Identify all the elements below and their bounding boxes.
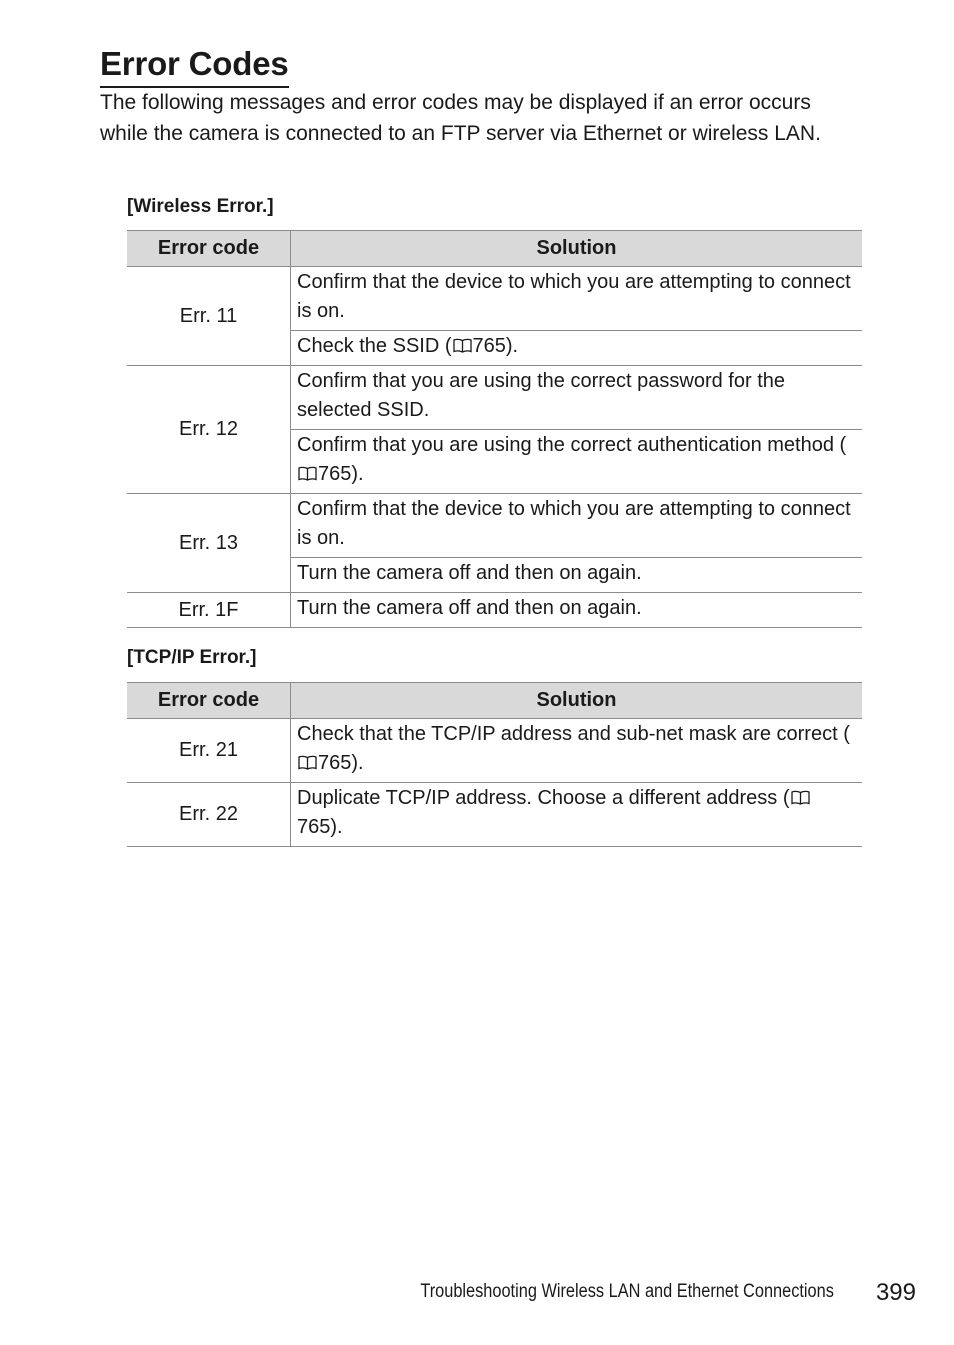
column-header-solution: Solution bbox=[291, 231, 863, 267]
solution-text: Duplicate TCP/IP address. Choose a different address ( bbox=[297, 787, 790, 809]
wireless-error-heading: [Wireless Error.] bbox=[127, 196, 274, 217]
tcpip-error-table bbox=[127, 682, 862, 847]
solution-cell bbox=[291, 719, 863, 783]
table-row bbox=[127, 593, 862, 628]
table-row bbox=[127, 494, 862, 558]
page-reference: 765 bbox=[297, 816, 331, 838]
solution-text: Check that the TCP/IP address and sub-net mask are correct ( bbox=[297, 723, 850, 745]
table-row bbox=[127, 366, 862, 430]
book-reference-icon bbox=[453, 338, 472, 353]
book-reference-icon bbox=[298, 466, 317, 481]
solution-cell: Confirm that the device to which you are attempting to connect is on. bbox=[291, 494, 863, 558]
error-code-cell: Err. 11 bbox=[127, 267, 291, 366]
tcpip-table-body bbox=[127, 719, 862, 847]
wireless-table-body bbox=[127, 267, 862, 628]
book-reference-icon bbox=[298, 755, 317, 770]
tcpip-error-heading: [TCP/IP Error.] bbox=[127, 647, 257, 668]
wireless-error-table bbox=[127, 230, 862, 628]
solution-text: Confirm that you are using the correct authentication method ( bbox=[297, 434, 847, 456]
table-header-row bbox=[127, 231, 862, 267]
book-reference-icon bbox=[791, 790, 810, 805]
page-reference: 765 bbox=[472, 335, 506, 357]
table-row bbox=[127, 719, 862, 783]
error-code-cell: Err. 21 bbox=[127, 719, 291, 783]
error-code-cell: Err. 1F bbox=[127, 593, 291, 628]
solution-text-end: ). bbox=[330, 816, 343, 838]
solution-text-end: ). bbox=[351, 463, 364, 485]
solution-cell: Confirm that you are using the correct password for the selected SSID. bbox=[291, 366, 863, 430]
table-header-row bbox=[127, 683, 862, 719]
solution-cell bbox=[291, 430, 863, 494]
solution-cell: Turn the camera off and then on again. bbox=[291, 593, 863, 628]
solution-text-end: ). bbox=[505, 335, 519, 357]
page-reference: 765 bbox=[318, 463, 352, 485]
column-header-error-code: Error code bbox=[127, 683, 291, 719]
error-code-cell: Err. 22 bbox=[127, 783, 291, 847]
solution-cell: Confirm that the device to which you are attempting to connect is on. bbox=[291, 267, 863, 331]
solution-cell: Turn the camera off and then on again. bbox=[291, 558, 863, 593]
solution-text: Check the SSID ( bbox=[297, 335, 452, 357]
table-row bbox=[127, 267, 862, 331]
footer-section-title: Troubleshooting Wireless LAN and Ethernet Connections bbox=[420, 1281, 834, 1302]
page-number: 399 bbox=[875, 1279, 916, 1306]
page-reference: 765 bbox=[318, 752, 352, 774]
error-code-cell: Err. 13 bbox=[127, 494, 291, 593]
column-header-error-code: Error code bbox=[127, 231, 291, 267]
solution-cell bbox=[291, 783, 863, 847]
solution-text-end: ). bbox=[351, 752, 364, 774]
intro-paragraph: The following messages and error codes may be displayed if an error occurs while the camera is connected to an FTP server via Ethernet or wireless LAN. bbox=[100, 91, 821, 145]
column-header-solution: Solution bbox=[291, 683, 863, 719]
table-row bbox=[127, 783, 862, 847]
error-code-cell: Err. 12 bbox=[127, 366, 291, 494]
solution-cell bbox=[291, 331, 863, 366]
page-title: Error Codes bbox=[100, 42, 289, 88]
